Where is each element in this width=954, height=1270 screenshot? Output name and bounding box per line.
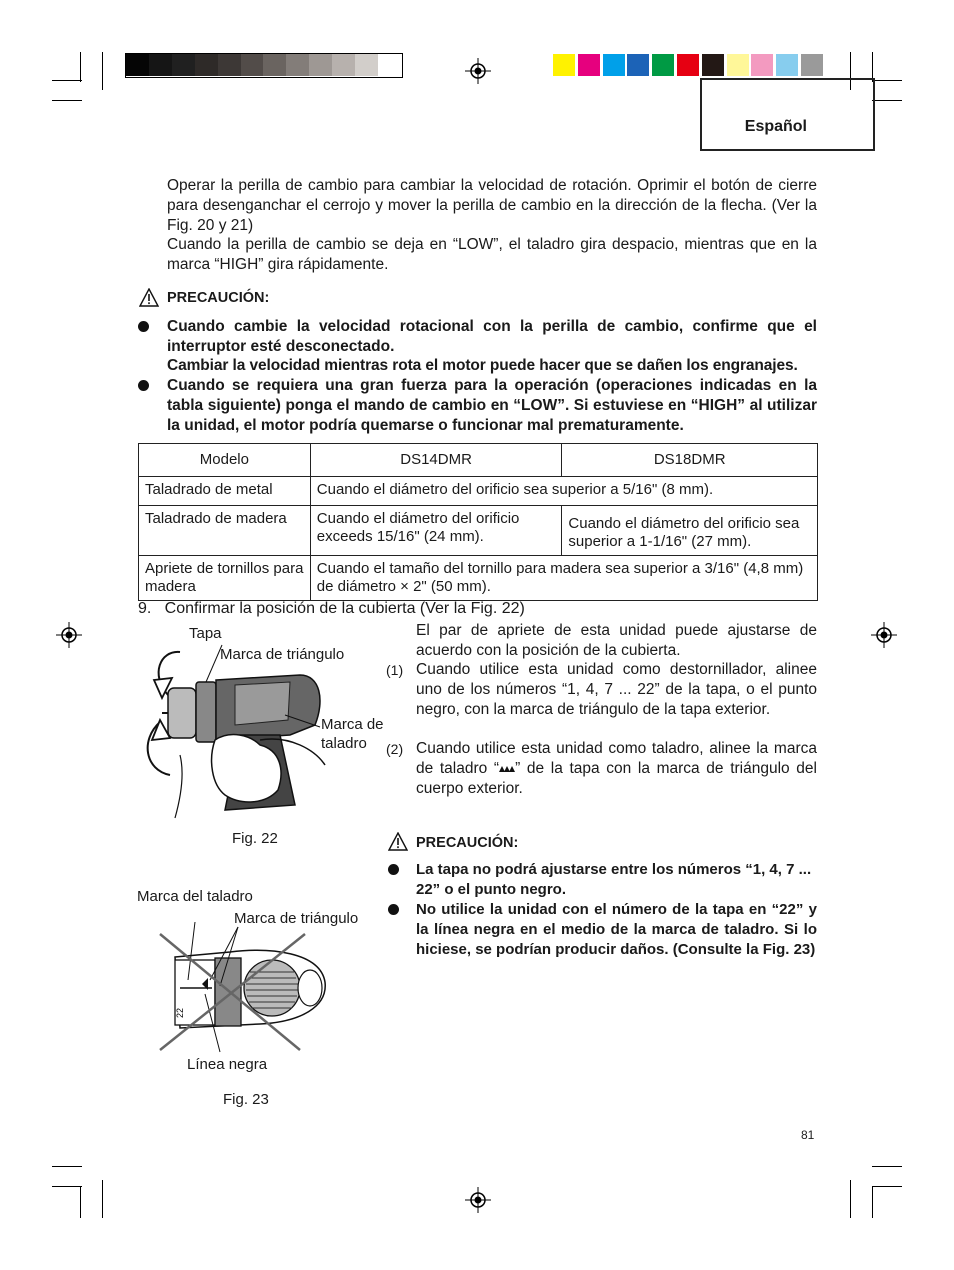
- color-swatch: [751, 54, 773, 76]
- fig23-label-linea: Línea negra: [187, 1056, 268, 1073]
- intro-paragraph-1: Operar la perilla de cambio para cambiar la velocidad de rotación. Oprimir el botón de cierre para desenganchar el cerrojo y mover la perilla de cambio en la dirección de la flecha. (Ver la Fig. 20 y 21): [167, 177, 817, 234]
- color-swatch: [702, 54, 724, 76]
- table-row: [139, 477, 818, 506]
- registration-target-icon: [465, 58, 491, 84]
- bullet-icon: [388, 904, 399, 915]
- caution-2-bullet-2: No utilice la unidad con el número de la tapa en “22” y la línea negra en el medio de la marca de taladro. Si lo hiciese, se podrían producir daños. (Consulte la Fig. 23): [416, 901, 817, 958]
- intro-paragraph-2: Cuando la perilla de cambio se deja en “LOW”, el taladro gira despacio, mientras que en la marca “HIGH” gira rápidamente.: [167, 236, 817, 273]
- fig23-wrong-setting-illustration: [150, 922, 340, 1057]
- drill-mark-icon: [499, 764, 515, 774]
- page-number: 81: [801, 1128, 815, 1142]
- table-cell: Cuando el tamaño del tornillo para madera sea superior a 3/16" (4,8 mm) de diámetro × 2" (50 mm).: [310, 556, 817, 601]
- table-cell: Apriete de tornillos para madera: [139, 556, 311, 601]
- registration-target-icon: [871, 622, 897, 648]
- operations-table: [138, 443, 818, 601]
- color-swatch: [578, 54, 600, 76]
- caution-2-bullet-1: La tapa no podrá ajustarse entre los números “1, 4, 7 ... 22” o el punto negro.: [416, 861, 812, 898]
- fig22-label-taladro-2: taladro: [321, 735, 367, 752]
- color-swatch: [677, 54, 699, 76]
- fig22-label-triangulo: Marca de triángulo: [220, 646, 345, 663]
- caution-1-bullet-1: Cuando cambie la velocidad rotacional con la perilla de cambio, confirme que el interruptor esté desconectado.: [167, 318, 817, 355]
- table-cell: Taladrado de madera: [139, 506, 311, 556]
- table-header-cell: DS18DMR: [562, 444, 818, 477]
- fig23-dial-number: 22: [175, 1007, 185, 1018]
- caution-1-bullet-2: Cuando se requiera una gran fuerza para la operación (operaciones indicadas en la tabla siguiente) ponga el mando de cambio en “LOW”. Si estuviese en “HIGH” al utilizar la unidad, el motor podría quemarse o funcionar mal prematuramente.: [167, 377, 817, 434]
- color-swatch: [727, 54, 749, 76]
- bullet-icon: [388, 864, 399, 875]
- table-header-cell: Modelo: [139, 444, 311, 477]
- caution-title: PRECAUCIÓN:: [416, 835, 519, 851]
- registration-target-icon: [465, 1187, 491, 1213]
- table-header-cell: DS14DMR: [310, 444, 562, 477]
- section-9-heading: 9. Confirmar la posición de la cubierta (Ver la Fig. 22): [138, 600, 525, 617]
- color-swatch: [603, 54, 625, 76]
- table-cell: Cuando el diámetro del orificio sea superior a 5/16" (8 mm).: [310, 477, 817, 506]
- gray-bar-frame: [125, 53, 403, 78]
- caution-1-bullet-1-note: Cambiar la velocidad mientras rota el motor puede hacer que se dañen los engranajes.: [167, 357, 798, 374]
- fig22-label-taladro-1: Marca de: [321, 716, 384, 733]
- color-swatch: [627, 54, 649, 76]
- bullet-icon: [138, 321, 149, 332]
- item-number: (2): [386, 741, 404, 757]
- color-swatch: [652, 54, 674, 76]
- color-swatch: [801, 54, 823, 76]
- registration-target-icon: [56, 622, 82, 648]
- color-swatch: [553, 54, 575, 76]
- fig22-caption: Fig. 22: [232, 830, 278, 847]
- warning-icon: [139, 288, 159, 307]
- caution-title: PRECAUCIÓN:: [167, 290, 270, 306]
- item-number: (1): [386, 662, 404, 678]
- fig22-label-tapa: Tapa: [189, 625, 222, 642]
- warning-icon: [388, 832, 408, 851]
- table-cell: Cuando el diámetro del orificio exceeds 15/16" (24 mm).: [310, 506, 562, 556]
- table-row: [139, 506, 818, 556]
- bullet-icon: [138, 380, 149, 391]
- language-header-box: [700, 78, 875, 151]
- section-9-item-1: Cuando utilice esta unidad como destornillador, alinee uno de los números “1, 4, 7 ... 22” de la tapa, o el punto negro, con la marca de triángulo de la tapa exterior.: [416, 661, 817, 718]
- table-row: [139, 444, 818, 477]
- fig23-label-triangulo: Marca de triángulo: [234, 910, 359, 927]
- table-cell: Cuando el diámetro del orificio sea superior a 1-1/16" (27 mm).: [562, 506, 818, 556]
- fig23-label-marca-taladro: Marca del taladro: [137, 888, 253, 905]
- fig23-caption: Fig. 23: [223, 1091, 269, 1108]
- section-9-item-2: Cuando utilice esta unidad como taladro, alinee la marca de taladro “ ” de la tapa con la marca de triángulo del cuerpo exterior.: [416, 740, 817, 797]
- language-label: Español: [744, 118, 807, 135]
- color-swatch: [776, 54, 798, 76]
- table-row: [139, 556, 818, 601]
- table-cell: Taladrado de metal: [139, 477, 311, 506]
- section-9-intro: El par de apriete de esta unidad puede ajustarse de acuerdo con la posición de la cubierta.: [416, 622, 817, 659]
